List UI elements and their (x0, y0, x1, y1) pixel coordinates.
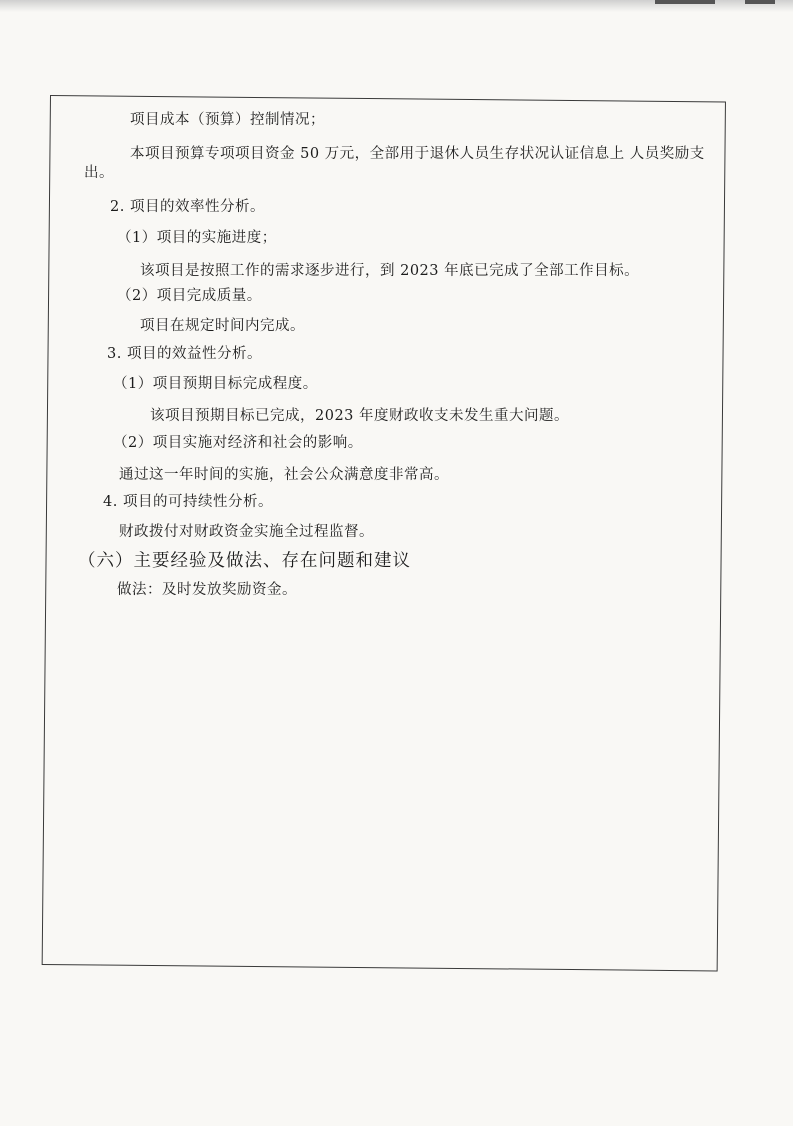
text-line: 项目成本（预算）控制情况； (130, 112, 325, 128)
section-heading: （六）主要经验及做法、存在问题和建议 (78, 551, 411, 571)
text-line: 出。 (84, 165, 114, 181)
text-line: （2）项目实施对经济和社会的影响。 (113, 435, 363, 451)
text-line: 该项目是按照工作的需求逐步进行，到 2023 年底已完成了全部工作目标。 (140, 263, 640, 279)
text-line: （2）项目完成质量。 (117, 288, 262, 304)
text-line: 项目在规定时间内完成。 (140, 318, 305, 334)
text-line: 2. 项目的效率性分析。 (110, 199, 265, 215)
text-line: 本项目预算专项项目资金 50 万元，全部用于退休人员生存状况认证信息上 人员奖励支 (130, 146, 705, 162)
text-line: 4. 项目的可持续性分析。 (103, 494, 273, 510)
text-line: 财政拨付对财政资金实施全过程监督。 (119, 524, 374, 540)
text-line: （1）项目的实施进度； (117, 230, 277, 246)
text-line: 做法：及时发放奖励资金。 (117, 582, 297, 598)
text-line: 该项目预期目标已完成，2023 年度财政收支未发生重大问题。 (150, 408, 570, 424)
text-line: （1）项目预期目标完成程度。 (113, 376, 318, 392)
scan-mark (745, 0, 775, 4)
text-line: 3. 项目的效益性分析。 (107, 346, 262, 362)
scan-mark (655, 0, 715, 4)
text-line: 通过这一年时间的实施，社会公众满意度非常高。 (119, 467, 449, 483)
